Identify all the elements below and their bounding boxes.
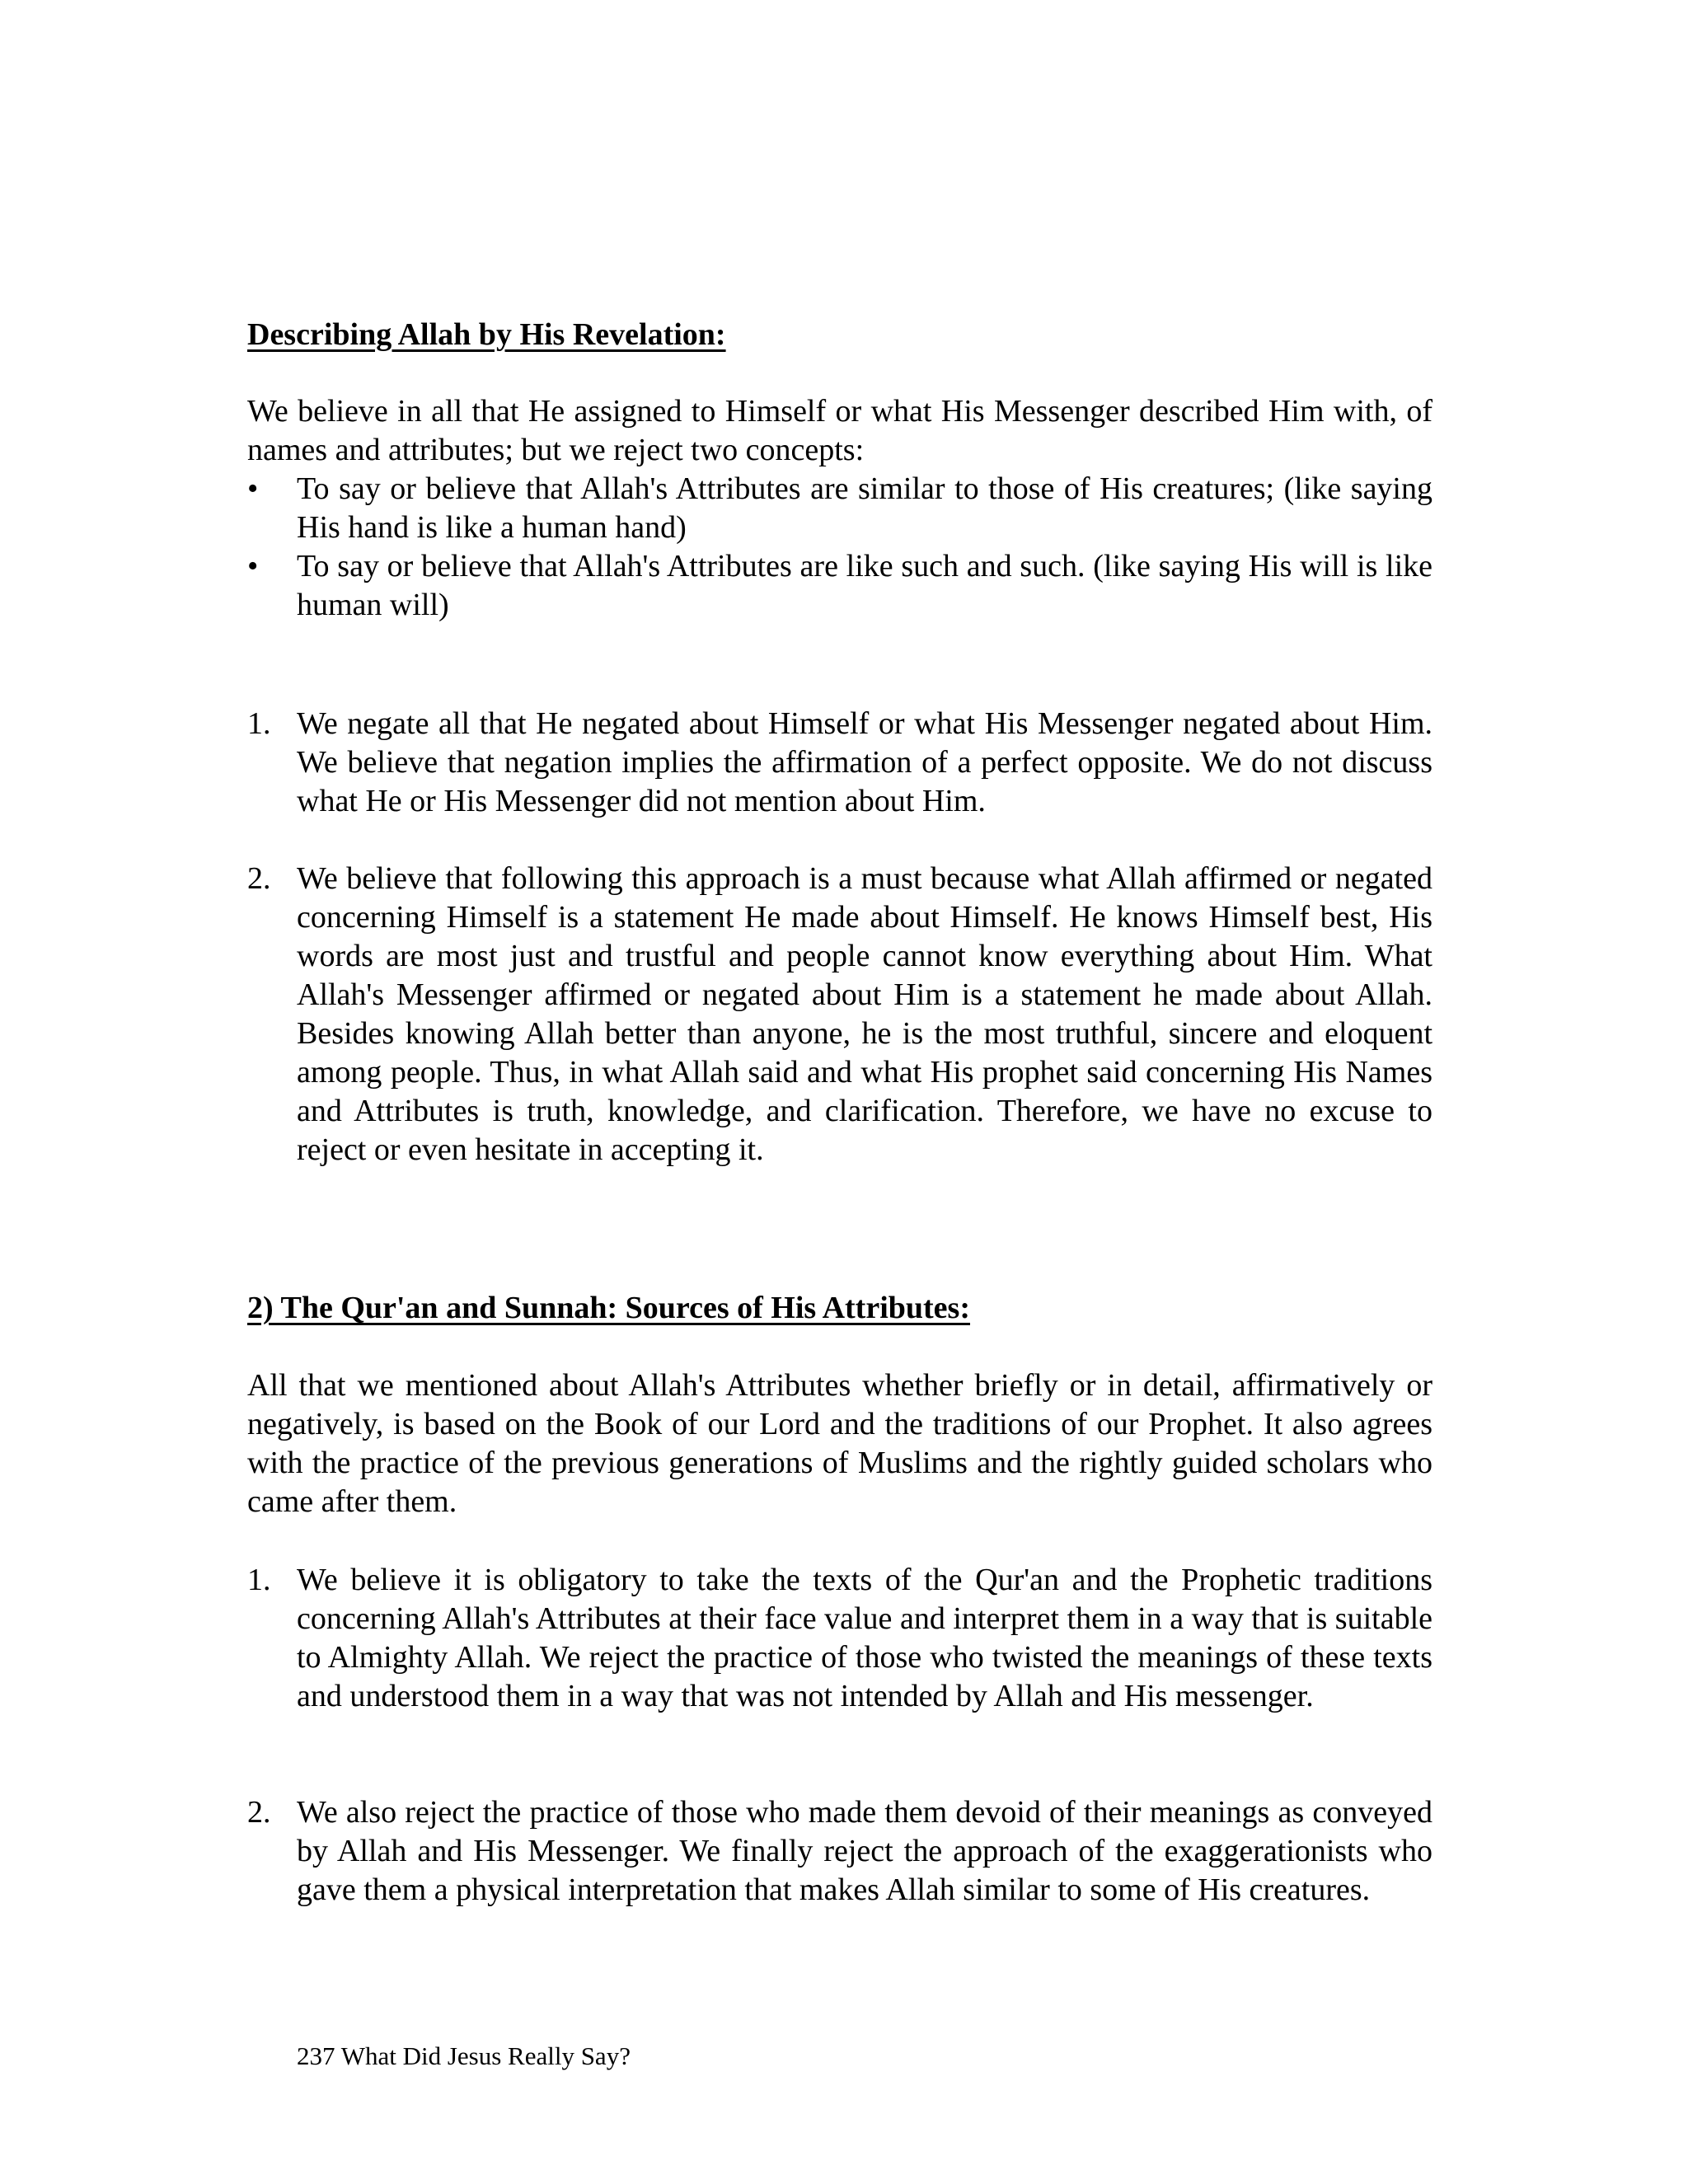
section2-numbered-block-2 [247, 1793, 1432, 1910]
item-number: 2. [247, 1795, 271, 1830]
bullet-dot-icon: • [247, 471, 259, 506]
bullet-text: To say or believe that Allah's Attributes are similar to those of His creatures; (like saying His hand is like a human hand) [297, 471, 1432, 545]
section1-numbered-block-2 [247, 860, 1432, 1169]
section2-intro: All that we mentioned about Allah's Attributes whether briefly or in detail, affirmatively or negatively, is based on the Book of our Lord and the traditions of our Prophet. It also agrees with the practice of the previous generations of Muslims and the rightly guided scholars who came after them. [247, 1368, 1432, 1519]
bullet-dot-icon: • [247, 549, 259, 583]
section2-numbered-block-1 [247, 1561, 1432, 1716]
section1-intro-block [247, 392, 1432, 470]
section2-intro-block [247, 1366, 1432, 1521]
item-number: 2. [247, 861, 271, 896]
item-text: We believe it is obligatory to take the texts of the Qur'an and the Prophetic traditions concerning Allah's Attributes at their face value and interpret them in a way that is suitable to Almighty Allah. We reject the practice of those who twisted the meanings of these texts and understood them in a way that was not intended by Allah and His messenger. [297, 1563, 1432, 1713]
bullet-text: To say or believe that Allah's Attributes are like such and such. (like saying His will is like human will) [297, 549, 1432, 622]
numbered-item [247, 860, 1432, 1169]
section1-numbered-list [247, 860, 1432, 1169]
item-text: We negate all that He negated about Himself or what His Messenger negated about Him. We believe that negation implies the affirmation of a perfect opposite. We do not discuss what He or His Messenger did not mention about Him. [297, 706, 1432, 818]
bullet-item [247, 547, 1432, 625]
item-number: 1. [247, 1563, 271, 1597]
numbered-item [247, 705, 1432, 821]
section2-numbered-list [247, 1561, 1432, 1716]
numbered-item [247, 1561, 1432, 1716]
section2-numbered-list [247, 1793, 1432, 1910]
item-text: We believe that following this approach is a must because what Allah affirmed or negated concerning Himself is a statement He made about Himself. He knows Himself best, His words are most just and trustful and people cannot know everything about Him. What Allah's Messenger affirmed or negated about Him is a statement he made about Allah. Besides knowing Allah better than anyone, he is the most truthful, sincere and eloquent among people. Thus, in what Allah said and what His prophet said concerning His Names and Attributes is truth, knowledge, and clarification. Therefore, we have no excuse to reject or even hesitate in accepting it. [297, 861, 1432, 1167]
numbered-item [247, 1793, 1432, 1910]
section1-bullet-block [247, 470, 1432, 625]
section1-block [247, 316, 1432, 354]
section2-block [247, 1289, 1432, 1328]
section1-numbered-block-1 [247, 705, 1432, 821]
section1-intro: We believe in all that He assigned to Himself or what His Messenger described Him with, of names and attributes; but we reject two concepts: [247, 394, 1432, 467]
section1-numbered-list [247, 705, 1432, 821]
bullet-item [247, 470, 1432, 547]
item-text: We also reject the practice of those who made them devoid of their meanings as conveyed by Allah and His Messenger. We finally reject the approach of the exaggerationists who gave them a physical interpretation that makes Allah similar to some of His creatures. [297, 1795, 1432, 1907]
section1-heading: Describing Allah by His Revelation: [247, 317, 726, 352]
item-number: 1. [247, 706, 271, 741]
page-footer: 237 What Did Jesus Really Say? [297, 2041, 631, 2070]
section1-bullet-list [247, 470, 1432, 625]
section2-heading: 2) The Qur'an and Sunnah: Sources of His Attributes: [247, 1291, 970, 1325]
